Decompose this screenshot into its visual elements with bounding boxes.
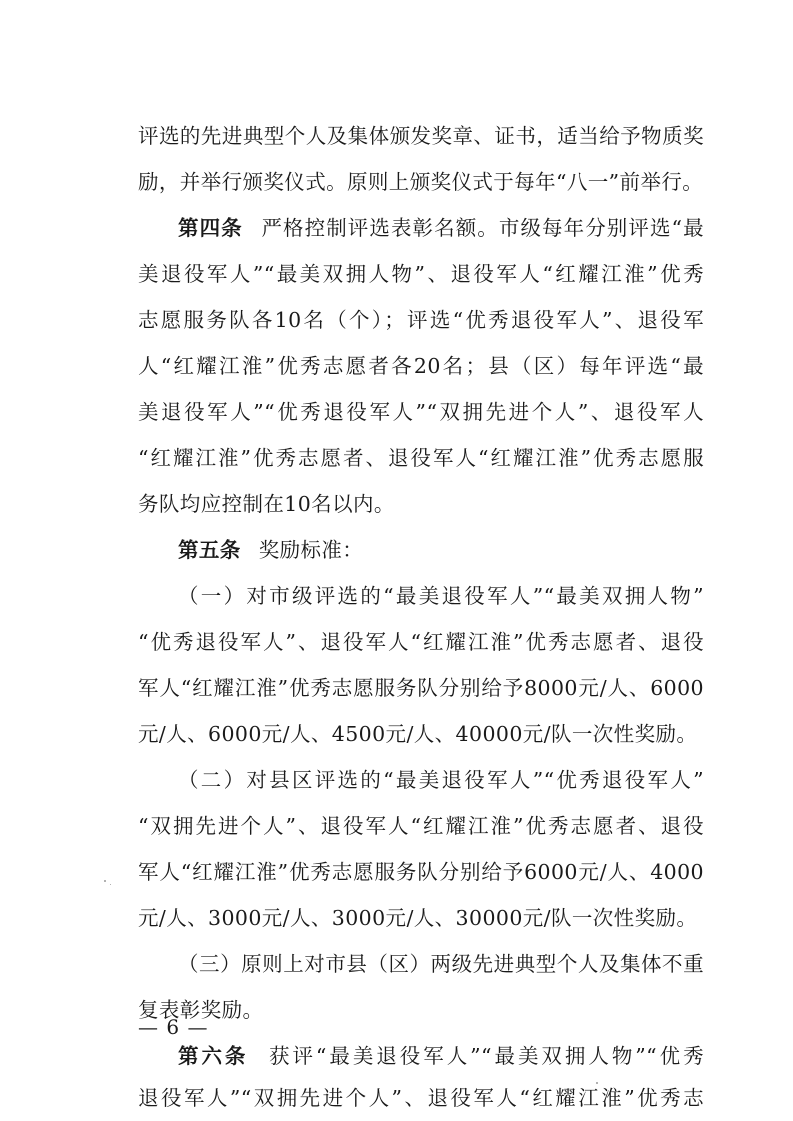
body-line-16: “双拥先进个人”、退役军人“红耀江淮”优秀志愿者、退役	[138, 814, 704, 838]
article-4-line-1	[178, 207, 704, 249]
body-line-7: 美退役军人”“优秀退役军人”“双拥先进个人”、退役军人	[138, 400, 704, 424]
body-line-11: （一）对市级评选的“最美退役军人”“最美双拥人物”	[178, 584, 704, 608]
article-6-text: 获评“最美退役军人”“最美双拥人物”“优秀	[266, 1044, 704, 1068]
body-line-8: “红耀江淮”优秀志愿者、退役军人“红耀江淮”优秀志愿服	[138, 446, 704, 470]
page-number: — 6 —	[138, 1015, 209, 1039]
scan-speck	[110, 884, 111, 885]
body-line-2: 励，并举行颁奖仪式。原则上颁奖仪式于每年“八一”前举行。	[138, 170, 704, 194]
body-line-12: “优秀退役军人”、退役军人“红耀江淮”优秀志愿者、退役	[138, 630, 704, 654]
body-line-5: 志愿服务队各10名（个）；评选“优秀退役军人”、退役军	[138, 308, 704, 332]
body-line-1: 评选的先进典型个人及集体颁发奖章、证书，适当给予物质奖	[138, 124, 704, 148]
article-5-line-1	[178, 529, 704, 571]
body-line-20: 复表彰奖励。	[138, 998, 264, 1022]
article-6-heading: 第六条	[178, 1044, 249, 1068]
article-5-heading: 第五条	[178, 538, 241, 562]
article-4-heading: 第四条	[178, 216, 243, 240]
body-line-15: （二）对县区评选的“最美退役军人”“优秀退役军人”	[178, 768, 704, 792]
body-line-13: 军人“红耀江淮”优秀志愿服务队分别给予8000元/人、6000	[138, 676, 704, 700]
body-line-9: 务队均应控制在10名以内。	[138, 492, 395, 516]
body-line-18: 元/人、3000元/人、3000元/人、30000元/队一次性奖励。	[138, 906, 698, 930]
scan-speck	[104, 880, 106, 882]
body-line-22: 退役军人”“双拥先进个人”、退役军人“红耀江淮”优秀志	[138, 1086, 704, 1110]
scan-speck	[596, 1082, 598, 1084]
body-line-6: 人“红耀江淮”优秀志愿者各20名；县（区）每年评选“最	[138, 354, 704, 378]
article-4-text: 严格控制评选表彰名额。市级每年分别评选“最	[260, 216, 704, 240]
article-5-text: 奖励标准：	[258, 538, 364, 562]
body-line-19: （三）原则上对市县（区）两级先进典型个人及集体不重	[178, 952, 704, 976]
body-line-14: 元/人、6000元/人、4500元/人、40000元/队一次性奖励。	[138, 722, 698, 746]
article-6-line-1	[178, 1035, 704, 1077]
body-line-4: 美退役军人”“最美双拥人物”、退役军人“红耀江淮”优秀	[138, 262, 704, 286]
body-line-17: 军人“红耀江淮”优秀志愿服务队分别给予6000元/人、4000	[138, 860, 704, 884]
